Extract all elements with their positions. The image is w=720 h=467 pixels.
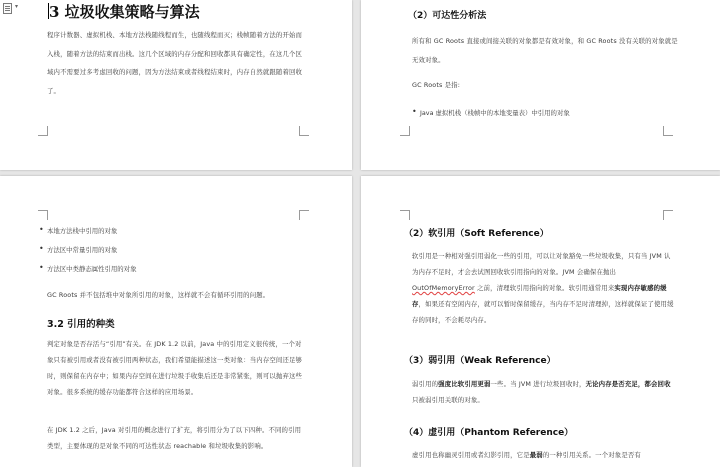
paragraph-gc-roots: 所有和 GC Roots 直接或间接关联的对象都是有效对象，和 GC Roots 没有关联的对象就是无效对象。 xyxy=(412,37,678,64)
list-item: • 本地方法栈中引用的对象 xyxy=(47,226,117,235)
list-item: • 方法区中常量引用的对象 xyxy=(47,245,117,254)
document-icon[interactable] xyxy=(3,3,12,14)
paragraph-gc-roots-note: GC Roots 并不包括堆中对象所引用的对象，这样就不会有循环引用的问题。 xyxy=(47,291,270,299)
section-heading-reference-types: 3.2 引用的种类 xyxy=(47,319,115,330)
paragraph-gc-roots-label: GC Roots 是指: xyxy=(412,81,461,89)
paragraph-reference-jdk12: 在 JDK 1.2 之后，Java 对引用的概念进行了扩充，将引用分为了以下四种。不同的引用类型，主要体现的是对象不同的可达性状态 reachable 和垃圾收集的影响。 xyxy=(47,426,302,450)
paragraph-soft-reference: 软引用是一种相对强引用弱化一些的引用，可以让对象豁免一些垃圾收集，只有当 JVM 认为内存不足时，才会去试图回收软引用指向的对象。JVM 会确保在抛出 OutOfMemoryError 之前，清理软引用指向的对象。软引用通常用来实现内存敏感的缓存，如果还有空闲内存，就可以暂时保留缓存，当内存不足时清理掉，这样就保证了使用缓存的同时，不会耗尽内存。 xyxy=(412,252,674,324)
document-page-4 xyxy=(361,176,720,467)
crop-mark xyxy=(400,126,410,136)
crop-mark xyxy=(663,210,673,220)
spellcheck-flagged-word: OutOfMemoryError xyxy=(412,284,475,292)
crop-mark xyxy=(400,210,410,220)
crop-mark xyxy=(38,210,48,220)
paragraph-weak-reference: 弱引用的强度比软引用更弱一些。当 JVM 进行垃圾回收时，无论内存是否充足，都会回收只被弱引用关联的对象。 xyxy=(412,380,671,404)
list-item: • Java 虚拟机栈（栈帧中的本地变量表）中引用的对象 xyxy=(420,108,570,117)
section-heading-weak-reference: （3）弱引用（Weak Reference） xyxy=(404,356,556,366)
crop-mark xyxy=(663,126,673,136)
list-item: • 方法区中类静态属性引用的对象 xyxy=(47,264,136,273)
document-page-3 xyxy=(0,176,352,467)
crop-mark xyxy=(299,210,309,220)
chapter-heading: 3 垃圾收集策略与算法 xyxy=(49,3,200,21)
paragraph-gc-intro: 程序计数器、虚拟机栈、本地方法栈随线程而生，也随线程而灭；栈帧随着方法的开始而入栈，随着方法的结束而出栈。这几个区域的内存分配和回收都具有确定性，在这几个区域内不需要过多考虑回收的问题，因为方法结束或者线程结束时，内存自然就跟随着回收了。 xyxy=(47,31,303,95)
crop-mark xyxy=(299,126,309,136)
dropdown-arrow-icon[interactable]: ▾ xyxy=(15,3,19,10)
section-heading-reachability: （2）可达性分析法 xyxy=(408,11,487,21)
section-heading-phantom-reference: （4）虚引用（Phantom Reference） xyxy=(404,428,574,438)
paragraph-phantom-reference: 虚引用也称幽灵引用或者幻影引用，它是最弱的一种引用关系。一个对象是否有 xyxy=(412,451,641,459)
document-page-1 xyxy=(0,0,352,170)
section-heading-soft-reference: （2）软引用（Soft Reference） xyxy=(404,229,549,239)
document-page-2 xyxy=(361,0,720,170)
crop-mark xyxy=(38,126,48,136)
paragraph-reference-intro: 判定对象是否存活与“引用”有关。在 JDK 1.2 以前，Java 中的引用定义很传统，一个对象只有被引用或者没有被引用两种状态，我们希望能描述这一类对象：当内存空间还足够时，则保留在内存中；如果内存空间在进行垃圾手收集后还是非常紧张，则可以抛弃这些对象。很多系统的缓存功能都符合这样的应用场景。 xyxy=(47,340,303,396)
